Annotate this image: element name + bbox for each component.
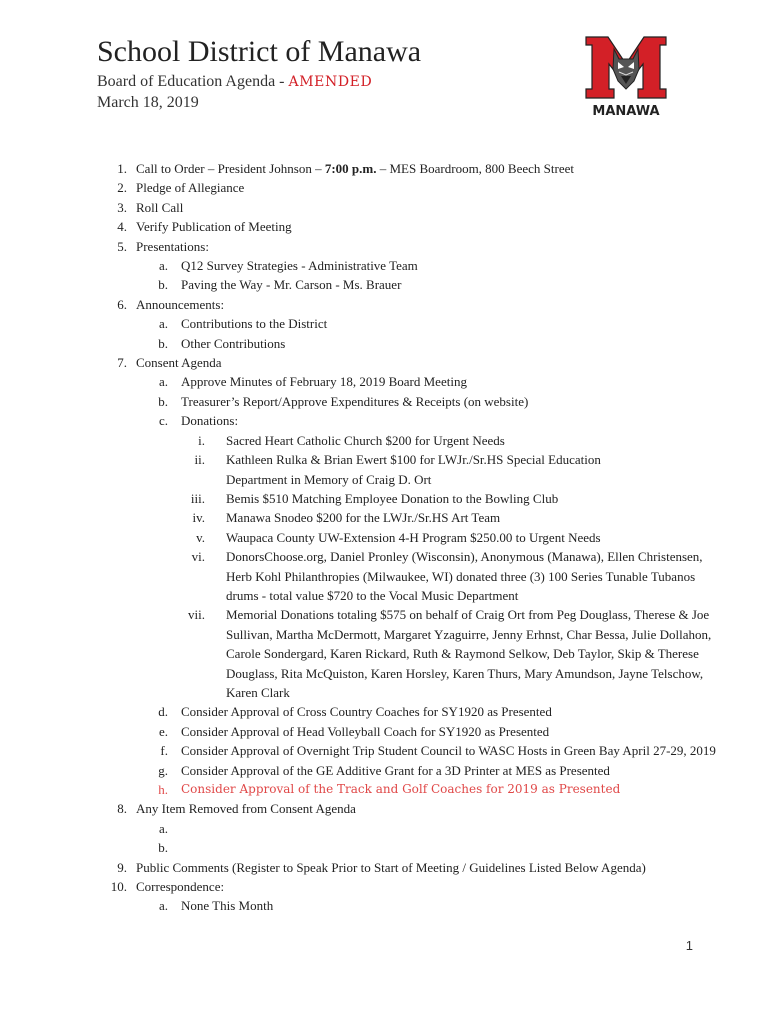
donation-text: Bemis $510 Matching Employee Donation to the Bowling Club <box>226 490 559 506</box>
agenda-subitem-6b <box>0 334 770 353</box>
item-number: 3. <box>117 199 127 215</box>
donation-item-1 <box>0 431 770 450</box>
subitem-letter: b. <box>158 840 168 856</box>
agenda-item-2 <box>0 178 770 197</box>
subitem-letter: b. <box>158 277 168 293</box>
subitem-text: Consider Approval of the Track and Golf Coaches for 2019 as Presented <box>181 782 621 796</box>
agenda-subitem-7b <box>0 392 770 411</box>
subitem-text: Treasurer’s Report/Approve Expenditures & Receipts (on website) <box>181 393 529 409</box>
subitem-letter: d. <box>158 704 168 720</box>
item-number: 10. <box>110 879 127 895</box>
donation-text-continued: Herb Kohl Philanthropies (Milwaukee, WI) donated three (3) 100 Series Tunable Tubanos <box>226 568 696 584</box>
subitem-letter: a. <box>158 316 168 332</box>
manawa-logo <box>583 34 669 118</box>
subitem-letter: b. <box>158 393 168 409</box>
subitem-letter: a. <box>158 258 168 274</box>
agenda-list <box>0 159 770 916</box>
donation-text-continued: Carole Sondergard, Karen Rickard, Ruth & Raymond Selkow, Deb Taylor, Skip & Therese <box>226 646 699 662</box>
donation-numeral: ii. <box>194 452 205 468</box>
donation-text-continued: Department in Memory of Craig D. Ort <box>226 471 432 487</box>
meeting-location: – MES Boardroom, 800 Beech Street <box>376 161 574 176</box>
item-number: 5. <box>117 238 127 254</box>
page-number: 1 <box>685 938 693 953</box>
wolf-mascot-icon <box>583 34 669 118</box>
donation-item-2 <box>0 450 770 469</box>
subitem-text: None This Month <box>181 898 274 914</box>
agenda-subitem-5b <box>0 275 770 294</box>
item-number: 9. <box>117 859 127 875</box>
item-number: 2. <box>117 180 127 196</box>
subitem-letter: f. <box>160 743 168 759</box>
meeting-time: 7:00 p.m. <box>324 161 377 176</box>
agenda-item-10 <box>0 877 770 896</box>
agenda-item-8 <box>0 799 770 818</box>
donation-numeral: i. <box>198 432 205 448</box>
donation-numeral: vii. <box>188 607 205 623</box>
logo-wordmark: MANAWA <box>592 104 660 118</box>
donation-text-continued: drums - total value $720 to the Vocal Music Department <box>226 587 519 603</box>
subitem-text: Approve Minutes of February 18, 2019 Board Meeting <box>181 374 467 390</box>
meeting-date: March 18, 2019 <box>97 94 199 111</box>
subitem-letter: b. <box>158 335 168 351</box>
donation-text: Manawa Snodeo $200 for the LWJr./Sr.HS Art Team <box>226 510 501 526</box>
donation-numeral: v. <box>196 529 205 545</box>
subitem-text: Consider Approval of Overnight Trip Student Council to WASC Hosts in Green Bay April 27-29, 2019 <box>181 743 716 759</box>
item-text: Announcements: <box>136 296 225 312</box>
agenda-item-9 <box>0 858 770 877</box>
agenda-subitem-8a <box>0 819 770 838</box>
item-text: Presentations: <box>136 238 209 254</box>
donation-text: Sacred Heart Catholic Church $200 for Urgent Needs <box>226 432 505 448</box>
donation-item-5 <box>0 528 770 547</box>
donation-text: DonorsChoose.org, Daniel Pronley (Wisconsin), Anonymous (Manawa), Ellen Christensen, <box>226 549 703 565</box>
donation-text-continued: Sullivan, Martha McDermott, Margaret Yzaguirre, Jenny Erhnst, Char Bessa, Julie Dollahon, <box>226 626 712 642</box>
agenda-item-5 <box>0 237 770 256</box>
item-text: Roll Call <box>136 199 184 215</box>
donation-item-7-cont-4 <box>0 683 770 702</box>
subtitle-text: Board of Education Agenda - <box>97 73 289 90</box>
item-number: 1. <box>117 161 127 176</box>
donation-text-continued: Douglass, Rita McQuiston, Karen Horsley, Karen Thurs, Mary Amundson, Jayne Telschow, <box>226 665 704 681</box>
subitem-text: Contributions to the District <box>181 316 328 332</box>
item-number: 8. <box>117 801 127 817</box>
agenda-item-1 <box>0 159 770 178</box>
agenda-subitem-10a <box>0 896 770 915</box>
subitem-text: Other Contributions <box>181 335 286 351</box>
agenda-subitem-7f <box>0 741 770 760</box>
agenda-subitem-5a <box>0 256 770 275</box>
subitem-letter: a. <box>158 898 168 914</box>
item-text: Consent Agenda <box>136 355 222 371</box>
page-title: School District of Manawa <box>97 35 422 68</box>
call-to-order-text: Call to Order – President Johnson – <box>136 161 325 176</box>
item-number: 6. <box>117 296 127 312</box>
item-text: Pledge of Allegiance <box>136 180 245 196</box>
agenda-subitem-7g <box>0 761 770 780</box>
donation-numeral: iii. <box>190 490 205 506</box>
donation-item-6-cont-1 <box>0 567 770 586</box>
agenda-subtitle <box>97 72 421 92</box>
agenda-subitem-7a <box>0 372 770 391</box>
donation-text: Waupaca County UW-Extension 4-H Program $250.00 to Urgent Needs <box>226 529 601 545</box>
subitem-text: Q12 Survey Strategies - Administrative Team <box>181 258 418 274</box>
agenda-item-4 <box>0 217 770 236</box>
document-header <box>97 34 421 113</box>
subitem-text: Paving the Way - Mr. Carson - Ms. Brauer <box>181 277 402 293</box>
donation-item-7-cont-2 <box>0 644 770 663</box>
item-text: Correspondence: <box>136 879 225 895</box>
donation-text: Memorial Donations totaling $575 on behalf of Craig Ort from Peg Douglass, Therese & Joe <box>226 607 710 623</box>
agenda-subitem-7e <box>0 722 770 741</box>
donation-item-4 <box>0 508 770 527</box>
subitem-text: Consider Approval of the GE Additive Grant for a 3D Printer at MES as Presented <box>181 762 610 778</box>
subitem-letter: g. <box>158 762 168 778</box>
subitem-text: Donations: <box>181 413 239 429</box>
donation-item-7 <box>0 605 770 624</box>
item-number: 4. <box>117 219 127 235</box>
agenda-subitem-7d <box>0 702 770 721</box>
donation-text-continued: Karen Clark <box>226 684 290 700</box>
donation-item-7-cont-1 <box>0 625 770 644</box>
item-text: Verify Publication of Meeting <box>136 219 292 235</box>
item-text: Public Comments (Register to Speak Prior to Start of Meeting / Guidelines Listed Below Agenda) <box>136 859 646 875</box>
donation-text: Kathleen Rulka & Brian Ewert $100 for LWJr./Sr.HS Special Education <box>226 452 601 468</box>
agenda-item-7 <box>0 353 770 372</box>
agenda-subitem-7h-amended <box>0 780 770 799</box>
agenda-subitem-8b <box>0 838 770 857</box>
agenda-subitem-7c <box>0 411 770 430</box>
item-text <box>136 159 574 178</box>
subitem-letter: e. <box>158 723 168 739</box>
donation-item-6-cont-2 <box>0 586 770 605</box>
subitem-text: Consider Approval of Cross Country Coaches for SY1920 as Presented <box>181 704 552 720</box>
item-number: 7. <box>117 355 127 371</box>
agenda-item-3 <box>0 198 770 217</box>
subitem-letter: a. <box>158 820 168 836</box>
subitem-letter: a. <box>158 374 168 390</box>
agenda-subitem-6a <box>0 314 770 333</box>
amended-label: AMENDED <box>288 74 373 90</box>
subitem-text: Consider Approval of Head Volleyball Coach for SY1920 as Presented <box>181 723 550 739</box>
donation-item-3 <box>0 489 770 508</box>
item-text: Any Item Removed from Consent Agenda <box>136 801 356 817</box>
subitem-letter: c. <box>158 413 168 429</box>
donation-numeral: iv. <box>192 510 205 526</box>
donation-item-6 <box>0 547 770 566</box>
donation-item-7-cont-3 <box>0 664 770 683</box>
agenda-item-6 <box>0 295 770 314</box>
donation-item-2-cont <box>0 470 770 489</box>
subitem-letter: h. <box>158 782 168 797</box>
donation-numeral: vi. <box>191 549 205 565</box>
